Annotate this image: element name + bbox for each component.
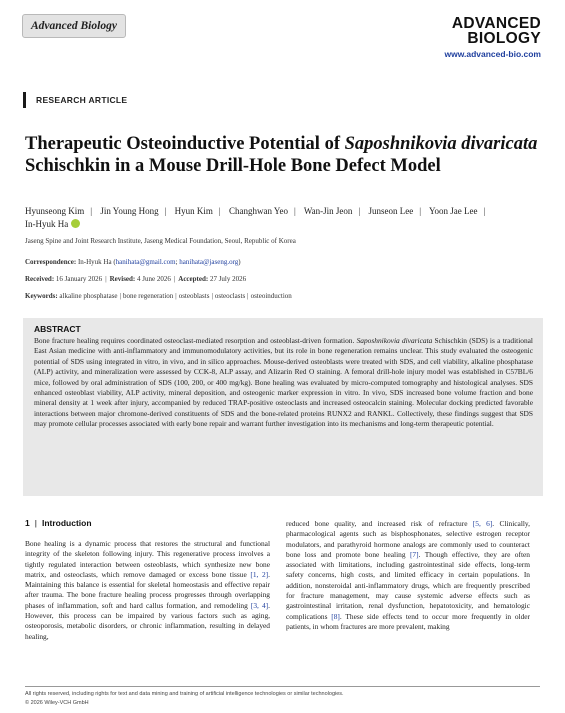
- body-text: . However, this process can be impaired by various factors such as aging, osteoporosis, metabolic disorders, or chronic inflammation, resulting in delayed healing,: [25, 600, 271, 641]
- journal-brand-logo: [444, 16, 541, 59]
- section-title: Introduction: [41, 518, 92, 528]
- abstract-text-a: Bone fracture healing requires coordinated osteoclast-mediated resorption and osteoblast-driven formation.: [34, 336, 357, 345]
- keyword-separator: |: [119, 292, 121, 300]
- keyword[interactable]: osteoblasts: [178, 292, 210, 300]
- orcid-icon[interactable]: [71, 219, 80, 228]
- keyword-separator: |: [211, 292, 213, 300]
- copyright-line: © 2026 Wiley-VCH GmbH: [25, 699, 89, 706]
- abstract-heading: ABSTRACT: [34, 324, 81, 334]
- revised-date: 4 June 2026: [137, 275, 171, 283]
- author-name[interactable]: Changhwan Yeo: [228, 206, 288, 216]
- author-name[interactable]: Junseon Lee: [368, 206, 414, 216]
- revised-label: Revised:: [109, 275, 136, 283]
- citation-link[interactable]: [1, 2]: [250, 569, 269, 579]
- title-part-2: Schischkin in a Mouse Drill-Hole Bone Defect Model: [25, 156, 441, 176]
- author-separator: |: [358, 206, 361, 216]
- correspondence-name: In-Hyuk Ha (: [77, 258, 116, 266]
- introduction-heading: [25, 518, 92, 528]
- author-name[interactable]: Jin Young Hong: [100, 206, 159, 216]
- keyword-separator: |: [247, 292, 249, 300]
- author-list: [25, 205, 545, 231]
- intro-left-column: [25, 539, 270, 642]
- citation-link[interactable]: [5, 6]: [472, 519, 493, 528]
- author-name[interactable]: In-Hyuk Ha: [25, 219, 69, 229]
- keyword[interactable]: bone regeneration: [122, 292, 174, 300]
- correspondence: [25, 258, 241, 266]
- journal-url-link[interactable]: www.advanced-bio.com: [444, 49, 541, 59]
- received-date: 16 January 2026: [55, 275, 103, 283]
- keywords: [25, 292, 292, 300]
- abstract-species-name: Saposhnikovia divaricata: [356, 336, 433, 345]
- correspondence-label: Correspondence:: [25, 258, 77, 266]
- keywords-label: Keywords:: [25, 292, 58, 300]
- keyword[interactable]: alkaline phosphatase: [59, 292, 118, 300]
- article-title: [25, 133, 545, 177]
- body-text: . Though effective, they are often associated with limitations, including gastrointestinal side effects, long-term safety concerns, high costs, and limited efficacy in certain populations. In addition, nonsteroidal anti-inflammatory drugs, which are frequently prescribed for fracture management, may cause systemic adverse effects such as gastrointestinal irritation, renal dysfunction, hepatotoxicity, and hematologic complications: [286, 549, 530, 621]
- abstract-text: [34, 336, 533, 430]
- date-separator: |: [105, 275, 107, 283]
- citation-link[interactable]: [7]: [409, 549, 419, 559]
- correspondence-close: ): [238, 258, 241, 266]
- author-separator: |: [164, 206, 167, 216]
- abstract-box: [23, 318, 543, 496]
- author-separator: |: [218, 206, 221, 216]
- body-text: . Clinically, pharmacological agents such as bisphosphonates, selective estrogen receptor modulators, and parathyroid hormone analogs are commonly used to counteract bone loss and promote bone healing: [286, 519, 530, 559]
- author-name[interactable]: Yoon Jae Lee: [428, 206, 478, 216]
- title-species-name: Saposhnikovia divaricata: [344, 134, 538, 154]
- section-number: 1: [25, 518, 30, 528]
- intro-right-column: [286, 519, 530, 632]
- article-type-label: RESEARCH ARTICLE: [23, 92, 127, 108]
- copyright-footer: [25, 690, 344, 707]
- body-text: . These side effects tend to occur more frequently in older patients, in whom fractures are more prevalent, making: [286, 611, 530, 631]
- author-name[interactable]: Hyun Kim: [174, 206, 213, 216]
- rights-notice: All rights reserved, including rights for text and data mining and training of artificial intelligence technologies or similar technologies.: [25, 691, 344, 697]
- author-name[interactable]: Wan-Jin Jeon: [303, 206, 353, 216]
- author-separator: |: [90, 206, 93, 216]
- journal-name-tag: Advanced Biology: [22, 14, 126, 38]
- body-text: Bone healing is a dynamic process that restores the structural and functional integrity of the skeleton following injury. This regenerative process involves a tightly regulated interaction between osteoblasts, which synthesize new bone matrix, and osteoclasts, which remove damaged or excess bone tissue: [25, 539, 270, 579]
- body-text: reduced bone quality, and increased risk of refracture: [286, 519, 473, 528]
- date-separator: |: [173, 275, 176, 283]
- accepted-date: 27 July 2026: [209, 275, 247, 283]
- affiliation: Jaseng Spine and Joint Research Institute, Jaseng Medical Foundation, Seoul, Republic of Korea: [25, 237, 296, 245]
- brand-line-2: BIOLOGY: [467, 30, 541, 47]
- email-separator: ;: [175, 258, 180, 266]
- author-separator: |: [293, 206, 296, 216]
- citation-link[interactable]: [8]: [331, 611, 340, 621]
- body-text: . Maintaining this balance is essential for skeletal homeostasis and effective repair after trauma. The bone fracture healing process progresses through overlapping phases of inflammation, soft and hard callus formation, and remodeling: [25, 569, 270, 610]
- author-name[interactable]: Hyunseong Kim: [25, 206, 85, 216]
- footer-divider: [25, 686, 540, 687]
- title-part-1: Therapeutic Osteoinductive Potential of: [25, 134, 345, 154]
- email-link[interactable]: hanihata@jaseng.org: [179, 258, 239, 266]
- author-separator: |: [483, 206, 486, 216]
- keyword[interactable]: osteoinduction: [250, 292, 292, 300]
- section-separator: |: [34, 518, 37, 528]
- keyword[interactable]: osteoclasts: [214, 292, 246, 300]
- keyword-separator: |: [175, 292, 177, 300]
- brand-line-1: ADVANCED: [451, 15, 541, 32]
- email-link[interactable]: hanihata@gmail.com: [115, 258, 176, 266]
- abstract-text-b: Schischkin (SDS) is a traditional East Asian medicine with anti-inflammatory and immunomodulatory activities, but its role in bone regeneration remains unclear. This study evaluated the osteogenic potential of SDS using integrated in vitro, in vivo, and in silico approaches. Mouse-derived osteoblasts were treated with SDS, and cell viability, alkaline phosphatase (ALP) activity, and mineralization were assessed by CCK-8, ALP assay, and Alizarin Red O staining. A femoral drill-hole injury model was established in C57BL/6 mice, followed by oral administration of SDS (100, 200, or 400 mg/kg). Bone healing was evaluated by micro-computed tomography and histological analyses. SDS enhanced osteoblast viability, ALP activity, mineral deposition, and osteogenic marker expression in vitro. In vivo, SDS increased bone volume fraction and bone mineral density at 1 week after injury, accompanied by reduced TRAP-positive osteoclasts and increased osteocalcin staining. Molecular docking predicted favorable interactions between major chromone-derived constituents of SDS and the bone-related proteins RUNX2 and RANKL. Collectively, these findings suggest that SDS may promote cellular processes associated with early bone repair and warrant further investigation into its mechanisms and long-term therapeutic potential.: [34, 336, 533, 429]
- accepted-label: Accepted:: [178, 275, 209, 283]
- article-dates: [25, 275, 246, 283]
- citation-link[interactable]: [3, 4]: [250, 600, 269, 610]
- author-separator: |: [419, 206, 422, 216]
- received-label: Received:: [25, 275, 55, 283]
